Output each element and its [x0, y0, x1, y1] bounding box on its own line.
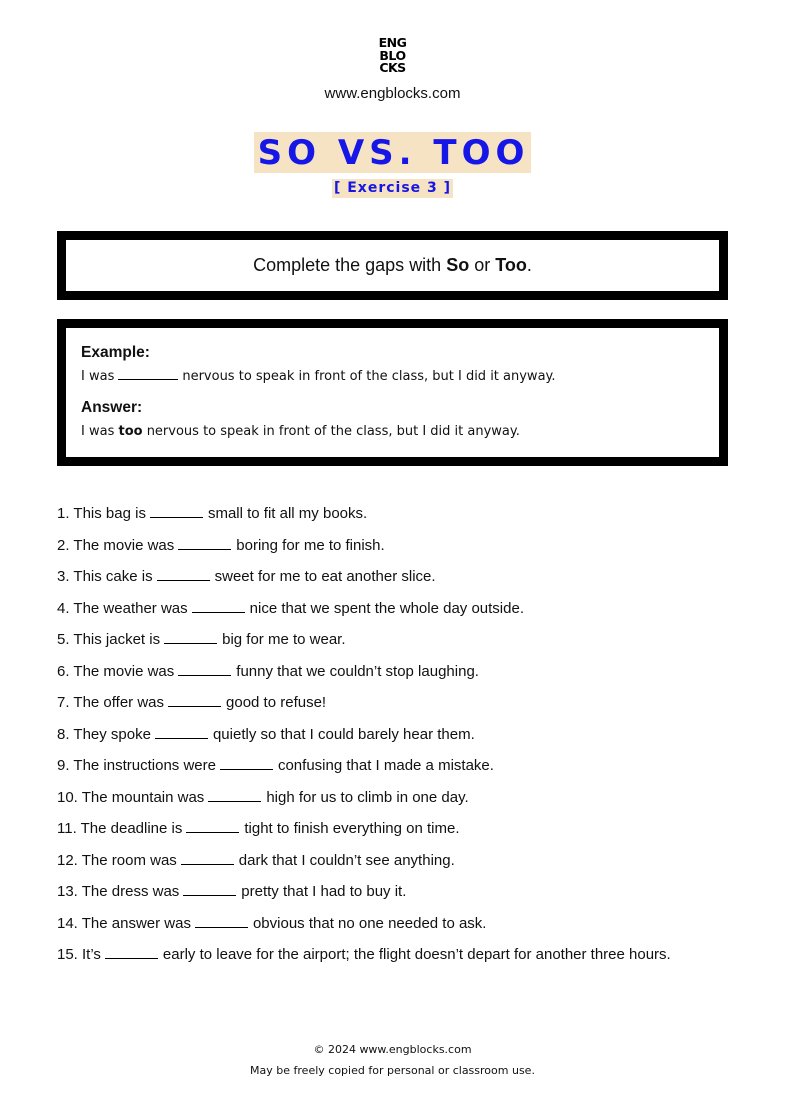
example-after: nervous to speak in front of the class, but I did it anyway.	[182, 369, 556, 384]
answer-blank[interactable]	[178, 674, 231, 676]
logo-line: ENG	[378, 35, 407, 50]
logo-line: CKS	[379, 60, 406, 75]
page-title: SO VS. TOO	[254, 132, 532, 173]
site-url: www.engblocks.com	[324, 85, 461, 102]
question-text-after: sweet for me to eat another slice.	[214, 568, 436, 585]
question-text-before: 14. The answer was	[57, 914, 191, 932]
instruction-text	[253, 255, 532, 276]
question-text-before: 9. The instructions were	[57, 757, 216, 774]
question-text-before: 4. The weather was	[57, 599, 188, 617]
answer-blank[interactable]	[195, 926, 248, 928]
question-text-after: high for us to climb in one day.	[266, 788, 469, 806]
answer-blank[interactable]	[208, 800, 261, 802]
question-item	[57, 691, 757, 723]
answer-blank[interactable]	[183, 894, 236, 896]
question-text-after: obvious that no one needed to ask.	[252, 914, 487, 932]
footer-copyright: © 2024 www.engblocks.com	[313, 1043, 472, 1056]
question-item	[57, 943, 757, 975]
question-text-after: pretty that I had to buy it.	[241, 883, 407, 900]
question-text-after: dark that I couldn’t see anything.	[238, 851, 455, 869]
option-so: So	[446, 255, 470, 275]
answer-blank[interactable]	[186, 831, 239, 833]
answer-sentence	[81, 419, 719, 445]
answer-blank[interactable]	[157, 579, 210, 581]
question-text-after: boring for me to finish.	[236, 536, 385, 554]
question-item	[57, 754, 757, 786]
answer-blank[interactable]	[150, 516, 203, 518]
question-text-after: tight to finish everything on time.	[244, 820, 460, 837]
question-text-before: 6. The movie was	[57, 662, 175, 680]
example-before: I was	[81, 369, 115, 384]
question-text-before: 15. It’s	[57, 946, 101, 963]
question-item	[57, 597, 757, 629]
answer-before: I was	[81, 424, 119, 439]
example-box	[57, 319, 728, 466]
question-item	[57, 502, 757, 534]
answer-blank[interactable]	[178, 548, 231, 550]
example-label: Example:	[81, 344, 150, 361]
footer-license: May be freely copied for personal or classroom use.	[250, 1064, 535, 1077]
question-text-after: good to refuse!	[226, 694, 327, 711]
example-blank	[118, 378, 178, 380]
question-item	[57, 565, 757, 597]
question-text-before: 3. This cake is	[57, 568, 153, 585]
answer-word: too	[118, 424, 143, 439]
question-text-before: 10. The mountain was	[57, 788, 205, 806]
question-text-before: 13. The dress was	[57, 883, 180, 900]
question-text-after: early to leave for the airport; the flight doesn’t depart for another three hours.	[162, 946, 671, 963]
instruction-suffix: .	[526, 255, 532, 275]
answer-blank[interactable]	[168, 705, 221, 707]
question-text-after: confusing that I made a mistake.	[277, 757, 494, 774]
question-text-before: 11. The deadline is	[57, 820, 183, 837]
engblocks-logo	[0, 37, 785, 75]
question-item	[57, 880, 757, 912]
instruction-prefix: Complete the gaps with	[253, 255, 447, 275]
question-item	[57, 849, 757, 881]
example-sentence	[81, 364, 719, 390]
question-text-before: 12. The room was	[57, 851, 177, 869]
instruction-middle: or	[469, 255, 496, 275]
question-item	[57, 660, 757, 692]
question-item	[57, 817, 757, 849]
answer-blank[interactable]	[220, 768, 273, 770]
question-item	[57, 786, 757, 818]
option-too: Too	[495, 255, 527, 275]
answer-blank[interactable]	[164, 642, 217, 644]
question-list	[57, 502, 757, 975]
question-text-before: 5. This jacket is	[57, 631, 161, 648]
question-text-before: 8. They spoke	[57, 725, 151, 743]
question-text-after: funny that we couldn’t stop laughing.	[236, 662, 479, 680]
instruction-box	[57, 231, 728, 300]
question-item	[57, 723, 757, 755]
logo-line: BLO	[379, 47, 406, 63]
question-item	[57, 912, 757, 944]
answer-label: Answer:	[81, 399, 143, 416]
question-text-after: big for me to wear.	[222, 631, 346, 648]
question-text-after: small to fit all my books.	[207, 505, 368, 522]
question-text-after: nice that we spent the whole day outside.	[249, 599, 524, 617]
question-text-after: quietly so that I could barely hear them.	[212, 725, 475, 743]
question-text-before: 1. This bag is	[57, 505, 146, 522]
question-text-before: 7. The offer was	[57, 694, 165, 711]
answer-blank[interactable]	[155, 737, 208, 739]
question-item	[57, 628, 757, 660]
answer-blank[interactable]	[192, 611, 245, 613]
exercise-subtitle: [ Exercise 3 ]	[333, 180, 452, 196]
answer-blank[interactable]	[181, 863, 234, 865]
question-item	[57, 534, 757, 566]
answer-blank[interactable]	[105, 957, 158, 959]
answer-after: nervous to speak in front of the class, but I did it anyway.	[142, 424, 520, 439]
question-text-before: 2. The movie was	[57, 536, 175, 554]
